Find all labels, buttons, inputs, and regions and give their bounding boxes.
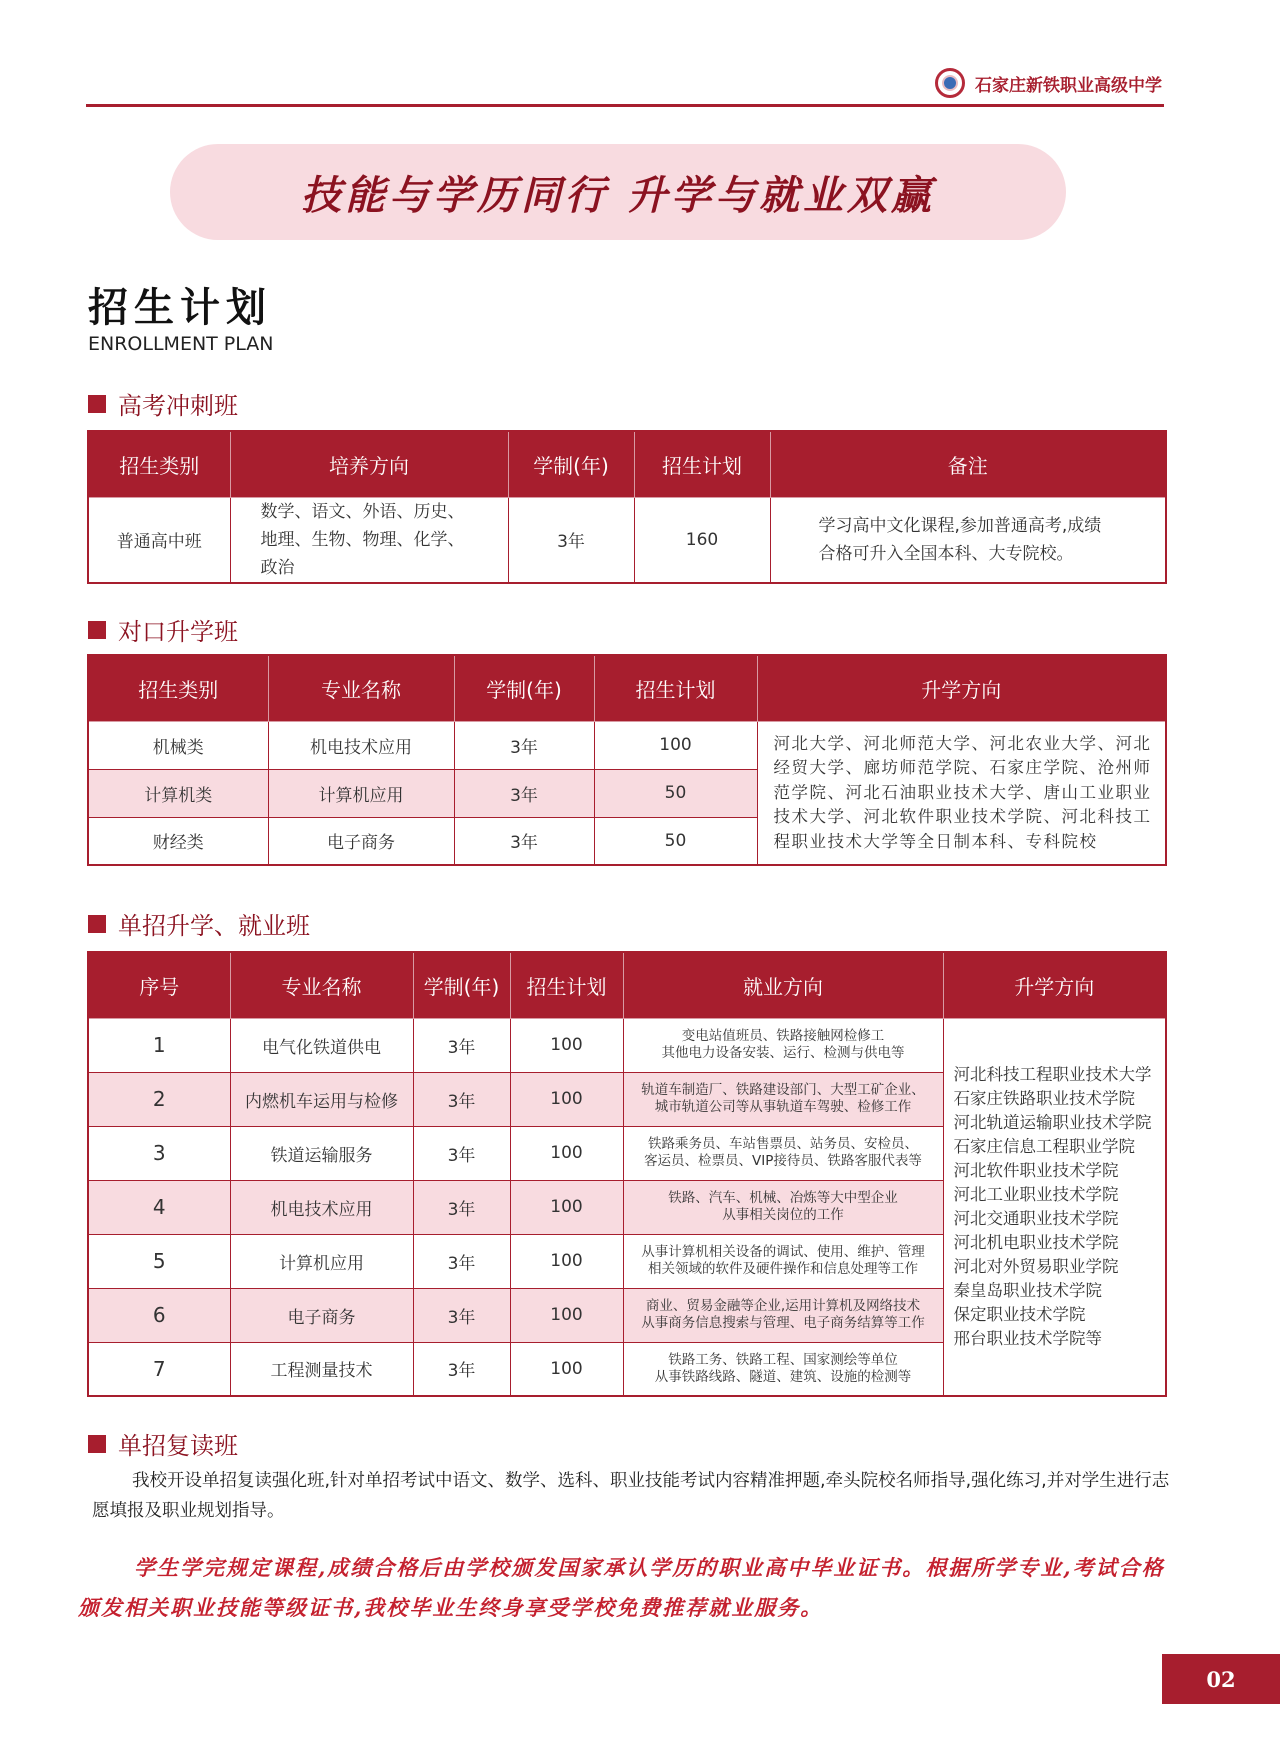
table-row <box>88 1018 1166 1072</box>
table-header: 学制(年) <box>454 655 594 721</box>
graduation-note: 学生学完规定课程,成绩合格后由学校颁发国家承认学历的职业高中毕业证书。根据所学专业,考试合格颁发相关职业技能等级证书,我校毕业生终身享受学校免费推荐就业服务。 <box>78 1555 1165 1620</box>
table-cell: 7 <box>88 1342 230 1396</box>
table-header: 招生类别 <box>88 655 268 721</box>
danzhao-table <box>87 951 1167 1397</box>
square-bullet-icon <box>88 395 106 413</box>
gaokao-table <box>87 430 1167 584</box>
table-cell: 100 <box>510 1342 623 1396</box>
table-cell: 工程测量技术 <box>230 1342 413 1396</box>
slogan-banner <box>170 144 1066 240</box>
table-cell: 机电技术应用 <box>268 721 454 769</box>
school-logo-icon <box>935 68 965 98</box>
table-cell: 财经类 <box>88 817 268 865</box>
table-cell: 电气化铁道供电 <box>230 1018 413 1072</box>
table-cell: 商业、贸易金融等企业,运用计算机及网络技术 从事商务信息搜索与管理、电子商务结算等工作 <box>623 1288 943 1342</box>
table-header: 招生计划 <box>510 952 623 1018</box>
table-cell: 变电站值班员、铁路接触网检修工 其他电力设备安装、运行、检测与供电等 <box>623 1018 943 1072</box>
table-cell: 机械类 <box>88 721 268 769</box>
table-header: 升学方向 <box>943 952 1166 1018</box>
table-cell: 100 <box>510 1018 623 1072</box>
table-header: 专业名称 <box>230 952 413 1018</box>
table-cell: 普通高中班 <box>88 497 230 583</box>
duikou-heading <box>88 612 238 647</box>
table-cell: 50 <box>594 769 757 817</box>
table-cell: 电子商务 <box>230 1288 413 1342</box>
table-cell: 计算机应用 <box>230 1234 413 1288</box>
table-cell: 6 <box>88 1288 230 1342</box>
square-bullet-icon <box>88 1435 106 1453</box>
page-subtitle: ENROLLMENT PLAN <box>88 333 274 355</box>
table-cell: 1 <box>88 1018 230 1072</box>
table-cell: 3年 <box>454 769 594 817</box>
table-header: 备注 <box>770 431 1166 497</box>
table-cell: 4 <box>88 1180 230 1234</box>
gaokao-heading-text: 高考冲刺班 <box>118 392 238 420</box>
duikou-heading-text: 对口升学班 <box>118 618 238 646</box>
table-cell: 3年 <box>413 1288 510 1342</box>
table-cell: 5 <box>88 1234 230 1288</box>
table-cell: 3年 <box>413 1018 510 1072</box>
duikou-table <box>87 654 1167 866</box>
table-header: 升学方向 <box>757 655 1166 721</box>
table-cell: 铁路工务、铁路工程、国家测绘等单位 从事铁路线路、隧道、建筑、设施的检测等 <box>623 1342 943 1396</box>
danzhao-heading <box>88 906 310 941</box>
fudu-paragraph: 我校开设单招复读强化班,针对单招考试中语文、数学、选科、职业技能考试内容精准押题,牵头院校名师指导,强化练习,并对学生进行志愿填报及职业规划指导。 <box>92 1471 1170 1521</box>
table-header: 招生计划 <box>634 431 770 497</box>
table-cell: 3年 <box>413 1072 510 1126</box>
table-cell: 学习高中文化课程,参加普通高考,成绩合格可升入全国本科、大专院校。 <box>770 497 1166 583</box>
square-bullet-icon <box>88 621 106 639</box>
table-cell: 数学、语文、外语、历史、地理、生物、物理、化学、政治 <box>230 497 508 583</box>
table-header: 培养方向 <box>230 431 508 497</box>
table-cell: 铁路乘务员、车站售票员、站务员、安检员、 客运员、检票员、VIP接待员、铁路客服代表等 <box>623 1126 943 1180</box>
table-header: 序号 <box>88 952 230 1018</box>
table-header: 学制(年) <box>413 952 510 1018</box>
table-cell: 计算机应用 <box>268 769 454 817</box>
table-cell: 机电技术应用 <box>230 1180 413 1234</box>
table-cell: 3年 <box>454 817 594 865</box>
table-cell: 铁道运输服务 <box>230 1126 413 1180</box>
table-cell: 160 <box>634 497 770 583</box>
table-header: 招生类别 <box>88 431 230 497</box>
destination-cell: 河北大学、河北师范大学、河北农业大学、河北经贸大学、廊坊师范学院、石家庄学院、沧州师范学院、河北石油职业技术大学、唐山工业职业技术大学、河北软件职业技术学院、河北科技工程职业技术大学等全日制本科、专科院校 <box>757 721 1166 865</box>
school-name: 石家庄新铁职业高级中学 <box>975 75 1162 96</box>
page-title: 招生计划 <box>88 284 272 331</box>
table-cell: 100 <box>510 1180 623 1234</box>
page-number: 02 <box>1162 1654 1280 1704</box>
table-header: 就业方向 <box>623 952 943 1018</box>
table-header: 专业名称 <box>268 655 454 721</box>
danzhao-heading-text: 单招升学、就业班 <box>118 912 310 940</box>
table-cell: 铁路、汽车、机械、冶炼等大中型企业 从事相关岗位的工作 <box>623 1180 943 1234</box>
table-cell: 3年 <box>413 1126 510 1180</box>
table-cell: 从事计算机相关设备的调试、使用、维护、管理 相关领域的软件及硬件操作和信息处理等工作 <box>623 1234 943 1288</box>
table-cell: 3年 <box>413 1342 510 1396</box>
table-cell: 3年 <box>454 721 594 769</box>
table-cell: 50 <box>594 817 757 865</box>
table-header: 学制(年) <box>508 431 634 497</box>
table-cell: 100 <box>510 1072 623 1126</box>
table-cell: 3年 <box>413 1180 510 1234</box>
square-bullet-icon <box>88 915 106 933</box>
fudu-heading-text: 单招复读班 <box>118 1432 238 1460</box>
table-cell: 3年 <box>508 497 634 583</box>
table-cell: 3 <box>88 1126 230 1180</box>
header-divider <box>86 104 1164 107</box>
slogan-text: 技能与学历同行 升学与就业双赢 <box>301 171 935 219</box>
table-cell: 轨道车制造厂、铁路建设部门、大型工矿企业、 城市轨道公司等从事轨道车驾驶、检修工作 <box>623 1072 943 1126</box>
table-header: 招生计划 <box>594 655 757 721</box>
fudu-heading <box>88 1426 238 1461</box>
table-cell: 3年 <box>413 1234 510 1288</box>
table-cell: 计算机类 <box>88 769 268 817</box>
table-cell: 电子商务 <box>268 817 454 865</box>
school-header <box>935 68 1162 98</box>
gaokao-heading <box>88 386 238 421</box>
table-cell: 内燃机车运用与检修 <box>230 1072 413 1126</box>
table-cell: 100 <box>510 1288 623 1342</box>
table-cell: 100 <box>594 721 757 769</box>
schools-cell: 河北科技工程职业技术大学 石家庄铁路职业技术学院 河北轨道运输职业技术学院 石家庄信息工程职业学院 河北软件职业技术学院 河北工业职业技术学院 河北交通职业技术学院 河北机电职业技术学院 河北对外贸易职业学院 秦皇岛职业技术学院 保定职业技术学院 邢台职业技术学院等 <box>943 1018 1166 1396</box>
table-cell: 2 <box>88 1072 230 1126</box>
table-cell: 100 <box>510 1234 623 1288</box>
table-cell: 100 <box>510 1126 623 1180</box>
